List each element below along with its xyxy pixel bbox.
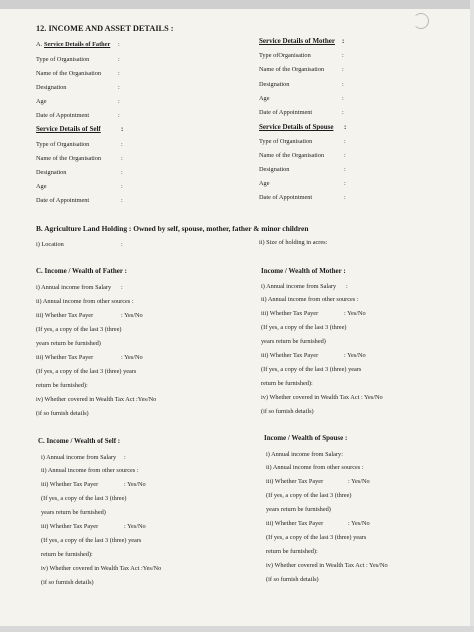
- father-field-label: Type of Organisation: [36, 56, 90, 63]
- mother-field-label: Date of Appointment: [259, 109, 313, 116]
- income-line: iv) Whether covered in Wealth Tax Act :Yes/No: [36, 396, 157, 403]
- page-right-edge: [470, 0, 474, 632]
- income-line: return be furnished):: [41, 551, 93, 558]
- yes-no-option: : Yes/No: [124, 481, 146, 488]
- mother-field-label: Designation: [259, 81, 290, 88]
- field-colon: :: [344, 166, 346, 173]
- income-line: (If yes, a copy of the last 3 (three) years: [261, 366, 362, 373]
- father-field-label: Date of Appointment: [36, 112, 90, 119]
- spouse-field-label: Type of Organisation: [259, 138, 313, 145]
- income-line: i) Annual income from Salary:: [266, 451, 343, 458]
- income-line: return be furnished):: [266, 548, 318, 555]
- income-line: (if so furnish details): [36, 410, 89, 417]
- yes-no-option: : Yes/No: [121, 354, 143, 361]
- income-line: iii) Whether Tax Payer: [41, 481, 99, 488]
- income-line: return be furnished):: [36, 382, 88, 389]
- mother-field-label: Name of the Organisation: [259, 66, 325, 73]
- yes-no-option: : Yes/No: [344, 352, 366, 359]
- father-field-label: Designation: [36, 84, 67, 91]
- section-title: 12. INCOME AND ASSET DETAILS :: [36, 24, 174, 33]
- income-line: ii) Annual income from other sources :: [261, 296, 359, 303]
- income-line: i) Annual income from Salary: [261, 283, 337, 290]
- field-colon: :: [124, 454, 126, 461]
- field-colon: :: [342, 66, 344, 73]
- yes-no-option: : Yes/No: [344, 310, 366, 317]
- yes-no-option: : Yes/No: [124, 523, 146, 530]
- yes-no-option: : Yes/No: [348, 478, 370, 485]
- income-line: (If yes, a copy of the last 3 (three): [261, 324, 347, 331]
- income-spouse-heading: Income / Wealth of Spouse :: [264, 434, 348, 442]
- self-heading: Service Details of Self: [36, 125, 101, 133]
- self-field-label: Name of the Organisation: [36, 155, 102, 162]
- income-line: iii) Whether Tax Payer: [266, 478, 324, 485]
- field-colon: :: [118, 112, 120, 119]
- income-line: years return be furnished): [41, 509, 106, 516]
- field-colon: :: [118, 98, 120, 105]
- income-line: ii) Annual income from other sources :: [41, 467, 139, 474]
- field-colon: :: [121, 155, 123, 162]
- field-colon: :: [344, 194, 346, 201]
- income-father-heading: C. Income / Wealth of Father :: [36, 267, 127, 275]
- spouse-field-label: Age: [259, 180, 270, 187]
- father-field-label: Name of the Organisation: [36, 70, 102, 77]
- spouse-field-label: Date of Appointment: [259, 194, 313, 201]
- income-line: return be furnished):: [261, 380, 313, 387]
- spouse-field-label: Designation: [259, 166, 290, 173]
- income-line: (if so furnish details): [261, 408, 314, 415]
- self-field-label: Type of Organisation: [36, 141, 90, 148]
- income-line: i) Annual income from Salary: [36, 284, 112, 291]
- income-line: iv) Whether covered in Wealth Tax Act : Yes/No: [261, 394, 383, 401]
- income-line: iii) Whether Tax Payer: [266, 520, 324, 527]
- field-colon: :: [121, 284, 123, 291]
- field-colon: :: [344, 180, 346, 187]
- mother-heading-colon: :: [342, 37, 345, 45]
- income-self-heading: C. Income / Wealth of Self :: [38, 437, 121, 445]
- field-colon: :: [118, 56, 120, 63]
- field-colon: :: [342, 52, 344, 59]
- agri-heading: B. Agriculture Land Holding : Owned by self, spouse, mother, father & minor children: [36, 224, 309, 233]
- income-line: (If yes, a copy of the last 3 (three): [41, 495, 127, 502]
- field-colon: :: [342, 109, 344, 116]
- self-field-label: Date of Appointment: [36, 197, 90, 204]
- yes-no-option: : Yes/No: [121, 312, 143, 319]
- father-heading-colon: :: [118, 41, 120, 48]
- field-colon: :: [346, 283, 348, 290]
- page-top-edge: [0, 0, 474, 9]
- income-line: years return be furnished): [266, 506, 331, 513]
- spouse-field-label: Name of the Organisation: [259, 152, 325, 159]
- income-line: years return be furnished): [261, 338, 326, 345]
- field-colon: :: [118, 70, 120, 77]
- income-line: iii) Whether Tax Payer: [36, 312, 94, 319]
- yes-no-option: : Yes/No: [348, 520, 370, 527]
- income-line: iii) Whether Tax Payer: [261, 352, 319, 359]
- agri-location-label: i) Location: [36, 241, 64, 248]
- income-line: iii) Whether Tax Payer: [41, 523, 99, 530]
- field-colon: :: [121, 169, 123, 176]
- income-line: iii) Whether Tax Payer: [36, 354, 94, 361]
- father-field-label: Age: [36, 98, 47, 105]
- page-mark: [413, 13, 429, 29]
- income-line: (If yes, a copy of the last 3 (three) years: [36, 368, 137, 375]
- income-line: (If yes, a copy of the last 3 (three) years: [266, 534, 367, 541]
- self-field-label: Designation: [36, 169, 67, 176]
- income-line: years return be furnished): [36, 340, 101, 347]
- income-line: iv) Whether covered in Wealth Tax Act :Yes/No: [41, 565, 162, 572]
- income-line: (if so furnish details): [266, 576, 319, 583]
- income-line: ii) Annual income from other sources :: [266, 464, 364, 471]
- field-colon: :: [344, 138, 346, 145]
- income-mother-heading: Income / Wealth of Mother :: [261, 267, 346, 275]
- income-line: i) Annual income from Salary: [41, 454, 117, 461]
- income-line: iii) Whether Tax Payer: [261, 310, 319, 317]
- income-line: (If yes, a copy of the last 3 (three): [266, 492, 352, 499]
- income-line: (If yes, a copy of the last 3 (three): [36, 326, 122, 333]
- field-colon: :: [121, 141, 123, 148]
- page-bottom-edge: [0, 626, 474, 632]
- field-colon: :: [342, 95, 344, 102]
- spouse-heading: Service Details of Spouse: [259, 123, 334, 131]
- self-heading-colon: :: [121, 125, 124, 133]
- income-line: iv) Whether covered in Wealth Tax Act : Yes/No: [266, 562, 388, 569]
- mother-field-label: Type ofOrganisation: [259, 52, 311, 59]
- income-line: ii) Annual income from other sources :: [36, 298, 134, 305]
- field-colon: :: [342, 81, 344, 88]
- income-line: (If yes, a copy of the last 3 (three) years: [41, 537, 142, 544]
- father-heading: Service Details of Father: [44, 41, 111, 48]
- father-heading-prefix: A.: [36, 41, 43, 48]
- agri-size-label: ii) Size of holding in acres:: [259, 239, 328, 246]
- field-colon: :: [121, 241, 123, 248]
- field-colon: :: [118, 84, 120, 91]
- field-colon: :: [121, 197, 123, 204]
- field-colon: :: [121, 183, 123, 190]
- spouse-heading-colon: :: [344, 123, 347, 131]
- mother-heading: Service Details of Mother: [259, 37, 335, 45]
- self-field-label: Age: [36, 183, 47, 190]
- income-line: (if so furnish details): [41, 579, 94, 586]
- mother-field-label: Age: [259, 95, 270, 102]
- field-colon: :: [344, 152, 346, 159]
